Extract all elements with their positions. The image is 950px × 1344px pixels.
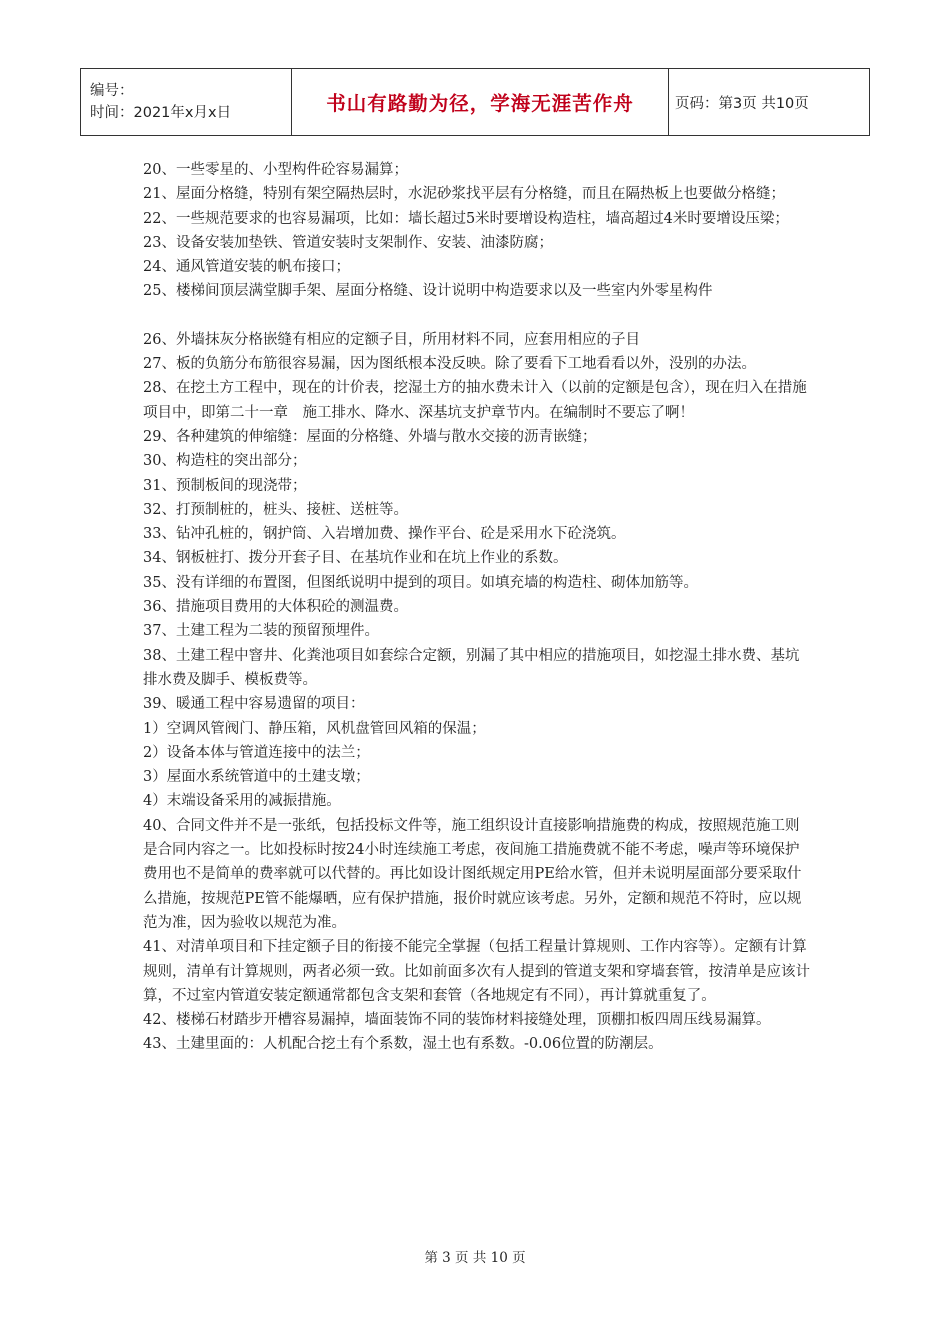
paragraph: 38、土建工程中窨井、化粪池项目如套综合定额，别漏了其中相应的措施项目，如挖湿土排水费、基坑排水费及脚手、模板费等。	[143, 647, 800, 688]
paragraph: 43、土建里面的：人机配合挖土有个系数，湿土也有系数。-0.06位置的防潮层。	[143, 1036, 663, 1053]
list-item: 3）屋面水系统管道中的土建支墩；	[143, 769, 370, 786]
paragraph: 37、土建工程为二装的预留预埋件。	[143, 623, 379, 640]
header-motto: 书山有路勤为径，学海无涯苦作舟	[292, 69, 669, 136]
paragraph: 29、各种建筑的伸缩缝：屋面的分格缝、外墙与散水交接的沥青嵌缝；	[143, 428, 597, 445]
paragraph: 23、设备安装加垫铁、管道安装时支架制作、安装、油漆防腐；	[143, 234, 553, 251]
list-item: 2）设备本体与管道连接中的法兰；	[143, 744, 370, 761]
document-body	[143, 158, 813, 1057]
paragraph: 31、预制板间的现浇带；	[143, 477, 307, 494]
paragraph-gap	[143, 304, 813, 328]
header-table	[80, 68, 870, 136]
paragraph: 30、构造柱的突出部分；	[143, 453, 307, 470]
paragraph: 25、楼梯间顶层满堂脚手架、屋面分格缝、设计说明中构造要求以及一些室内外零星构件	[143, 283, 713, 300]
paragraph: 36、措施项目费用的大体积砼的测温费。	[143, 599, 408, 616]
paragraph: 35、没有详细的布置图，但图纸说明中提到的项目。如填充墙的构造柱、砌体加筋等。	[143, 574, 698, 591]
paragraph: 21、屋面分格缝，特别有架空隔热层时，水泥砂浆找平层有分格缝，而且在隔热板上也要做分格缝；	[143, 186, 785, 203]
document-number-label: 编号：	[90, 83, 134, 99]
paragraph: 34、钢板桩打、拨分开套子目、在基坑作业和在坑上作业的系数。	[143, 550, 568, 567]
paragraph: 28、在挖土方工程中，现在的计价表，挖湿土方的抽水费未计入（以前的定额是包含），现在归入在措施项目中，即第二十一章 施工排水、降水、深基坑支护章节内。在编制时不要忘了啊！	[143, 380, 807, 421]
list-item: 1）空调风管阀门、静压箱，风机盘管回风箱的保温；	[143, 720, 486, 737]
list-item: 4）末端设备采用的减振措施。	[143, 793, 341, 810]
paragraph: 41、对清单项目和下挂定额子目的衔接不能完全掌握（包括工程量计算规则、工作内容等）。定额有计算规则，清单有计算规则，两者必须一致。比如前面多次有人提到的管道支架和穿墙套管，按清单是应该计算，不过室内管道安装定额通常都包含支架和套管（各地规定有不同），再计算就重复了。	[143, 939, 810, 1004]
paragraph: 22、一些规范要求的也容易漏项，比如：墙长超过5米时要增设构造柱，墙高超过4米时要增设压梁；	[143, 210, 789, 227]
paragraph: 40、合同文件并不是一张纸，包括投标文件等，施工组织设计直接影响措施费的构成，按照规范施工则是合同内容之一。比如投标时按24小时连续施工考虑，夜间施工措施费就不能不考虑，噪声等环境保护费用也不是简单的费率就可以代替的。再比如设计图纸规定用PE给水管，但并未说明屋面部分要采取什么措施，按规范PE管不能爆晒，应有保护措施，报价时就应该考虑。另外，定额和规范不符时，应以规范为准，因为验收以规范为准。	[143, 817, 802, 931]
document-date-label: 时间：2021年x月x日	[90, 105, 232, 121]
paragraph: 42、楼梯石材踏步开槽容易漏掉，墙面装饰不同的装饰材料接缝处理，顶棚扣板四周压线易漏算。	[143, 1012, 771, 1029]
paragraph: 32、打预制桩的，桩头、接桩、送桩等。	[143, 501, 408, 518]
header-page-info: 页码：第3页 共10页	[669, 69, 870, 136]
page-footer: 第 3 页 共 10 页	[424, 1250, 526, 1266]
paragraph: 27、板的负筋分布筋很容易漏，因为图纸根本没反映。除了要看下工地看看以外，没别的办法。	[143, 356, 756, 373]
paragraph: 39、暖通工程中容易遗留的项目：	[143, 696, 365, 713]
paragraph: 26、外墙抹灰分格嵌缝有相应的定额子目，所用材料不同，应套用相应的子目	[143, 331, 640, 348]
paragraph: 24、通风管道安装的帆布接口；	[143, 259, 350, 276]
paragraph: 33、钻冲孔桩的，钢护筒、入岩增加费、操作平台、砼是采用水下砼浇筑。	[143, 526, 626, 543]
header-meta-cell	[81, 69, 292, 136]
paragraph: 20、一些零星的、小型构件砼容易漏算；	[143, 162, 408, 178]
